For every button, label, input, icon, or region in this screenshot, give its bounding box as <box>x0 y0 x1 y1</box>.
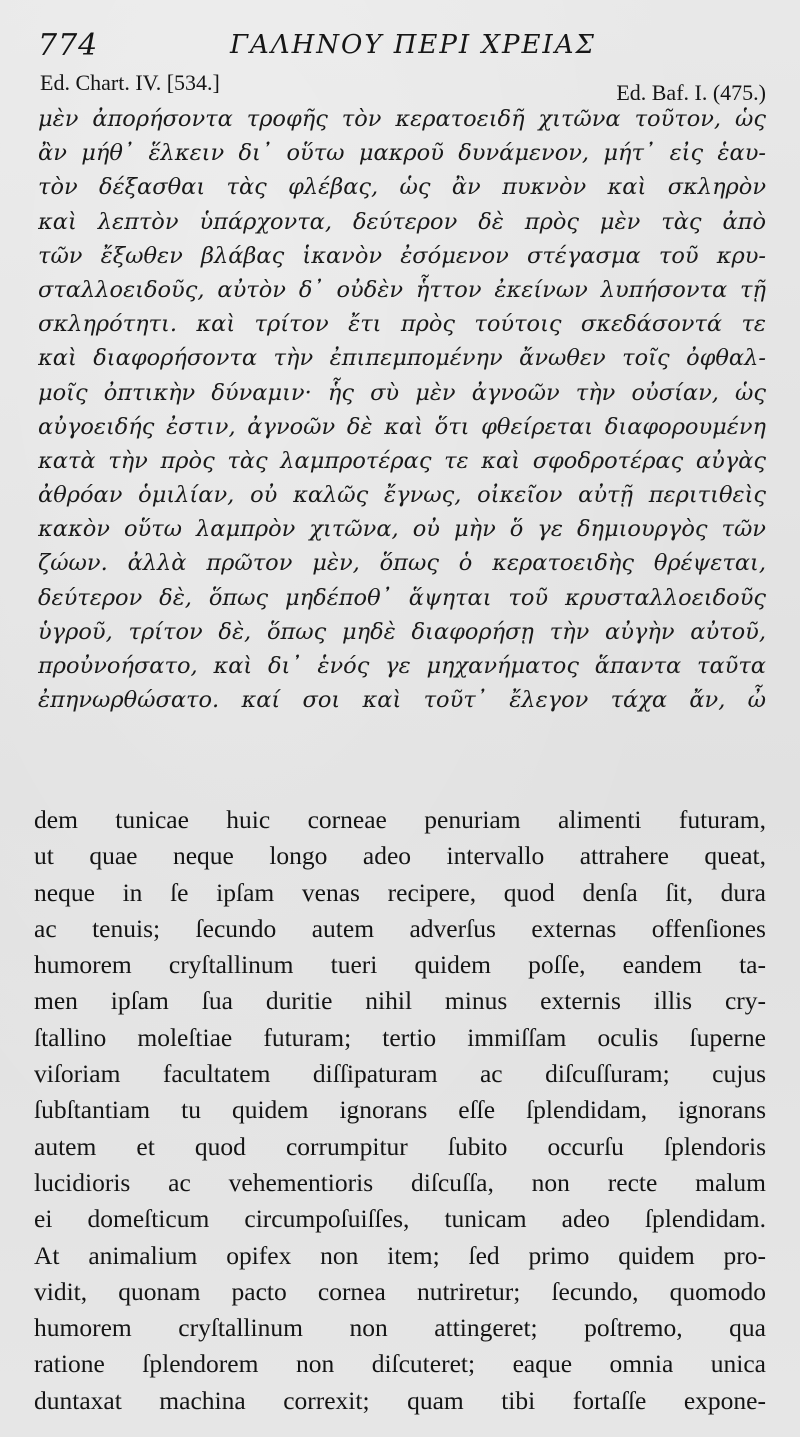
latin-line: ei domeſticum circumpoſuiſſes, tunicam adeo ſplendidam. <box>34 1204 766 1234</box>
latin-line: At animalium opifex non item; ſed primo quidem pro- <box>34 1240 766 1270</box>
running-title: ΓΑΛΗΝΟΥ ΠΕΡΙ ΧΡΕΙΑΣ <box>230 30 596 60</box>
greek-line: ζώων. ἀλλὰ πρῶτον μὲν, ὅπως ὁ κερατοειδὴς θρέψεται, <box>38 550 766 577</box>
latin-line: ac tenuis; ſecundo autem adverſus externas offenſiones <box>34 913 766 943</box>
greek-line: κακὸν οὕτω λαμπρὸν χιτῶνα, οὐ μὴν ὅ γε δημιουργὸς τῶν <box>38 516 766 543</box>
greek-line: σταλλοειδοῦς, αὐτὸν δ᾽ οὐδὲν ἧττον ἐκείνων λυπήσοντα τῇ <box>38 276 766 303</box>
latin-line: autem et quod corrumpitur ſubito occurſu ſplendoris <box>34 1131 766 1161</box>
greek-line: τῶν ἔξωθεν βλάβας ἱκανὸν ἐσόμενον στέγασμα τοῦ κρυ- <box>38 242 766 269</box>
latin-line: duntaxat machina correxit; quam tibi fortaſſe expone- <box>34 1385 766 1415</box>
greek-line: μοῖς ὀπτικὴν δύναμιν· ἧς σὺ μὲν ἀγνοῶν τὴν οὐσίαν, ὡς <box>38 379 766 406</box>
latin-text-block <box>34 802 766 1419</box>
greek-line: δεύτερον δὲ, ὅπως μηδέποθ᾽ ἅψηται τοῦ κρυσταλλοειδοῦς <box>38 584 766 611</box>
edition-reference-left: Ed. Chart. IV. [534.] <box>40 70 220 95</box>
edition-reference-right: Ed. Baf. I. (475.) <box>616 80 766 105</box>
greek-text-block <box>38 102 766 717</box>
greek-line: σκληρότητι. καὶ τρίτον ἔτι πρὸς τούτοις σκεδάσοντά τε <box>38 311 766 338</box>
greek-line: καὶ λεπτὸν ὑπάρχοντα, δεύτερον δὲ πρὸς μὲν τὰς ἀπὸ <box>38 208 766 235</box>
latin-line: viſoriam facultatem diſſipaturam ac diſcuſſuram; cujus <box>34 1059 766 1089</box>
latin-line: dem tunicae huic corneae penuriam alimenti futuram, <box>34 805 766 834</box>
latin-line: humorem cryſtallinum non attingeret; poſtremo, qua <box>34 1313 766 1343</box>
greek-line: ἐπηνωρθώσατο. καί σοι καὶ τοῦτ᾽ ἔλεγον τάχα ἄν, ὦ <box>38 687 766 714</box>
latin-line: ſubſtantiam tu quidem ignorans eſſe ſplendidam, ignorans <box>34 1095 766 1125</box>
greek-line: καὶ διαφορήσοντα τὴν ἐπιπεμπομένην ἄνωθεν τοῖς ὀφθαλ- <box>38 345 766 372</box>
latin-line: neque in ſe ipſam venas recipere, quod denſa ſit, dura <box>34 877 766 907</box>
latin-line: men ipſam ſua duritie nihil minus externis illis cry- <box>34 986 766 1016</box>
greek-line: μὲν ἀπορήσοντα τροφῆς τὸν κερατοειδῆ χιτῶνα τοῦτον, ὡς <box>38 106 766 132</box>
latin-line: ratione ſplendorem non diſcuteret; eaque omnia unica <box>34 1349 766 1379</box>
latin-line: lucidioris ac vehementioris diſcuſſa, non recte malum <box>34 1167 766 1197</box>
greek-line: προὐνοήσατο, καὶ δι᾽ ἑνός γε μηχανήματος ἅπαντα ταῦτα <box>38 653 766 679</box>
latin-line: vidit, quonam pacto cornea nutriretur; ſecundo, quomodo <box>34 1276 766 1306</box>
latin-line: ut quae neque longo adeo intervallo attrahere queat, <box>34 841 766 871</box>
page-header <box>38 22 770 68</box>
latin-line: humorem cryſtallinum tueri quidem poſſe, eandem ta- <box>34 950 766 980</box>
greek-line: αὐγοειδής ἐστιν, ἀγνοῶν δὲ καὶ ὅτι φθείρεται διαφορουμένη <box>38 413 766 440</box>
latin-line: ſtallino moleſtiae futuram; tertio immiſſam oculis ſuperne <box>34 1022 766 1052</box>
greek-line: ὑγροῦ, τρίτον δὲ, ὅπως μηδὲ διαφορήσῃ τὴν αὐγὴν αὐτοῦ, <box>38 618 766 645</box>
greek-line: ἀθρόαν ὁμιλίαν, οὐ καλῶς ἔγνως, οἰκεῖον αὐτῇ περιτιθεὶς <box>38 482 766 509</box>
greek-line: τὸν δέξασθαι τὰς φλέβας, ὡς ἂν πυκνὸν καὶ σκληρὸν <box>38 174 766 201</box>
page-number: 774 <box>38 28 99 63</box>
greek-line: ἂν μήθ᾽ ἕλκειν δι᾽ οὕτω μακροῦ δυνάμενον, μήτ᾽ εἰς ἑαυ- <box>38 140 766 167</box>
greek-line: κατὰ τὴν πρὸς τὰς λαμπροτέρας τε καὶ σφοδροτέρας αὐγὰς <box>38 447 766 474</box>
